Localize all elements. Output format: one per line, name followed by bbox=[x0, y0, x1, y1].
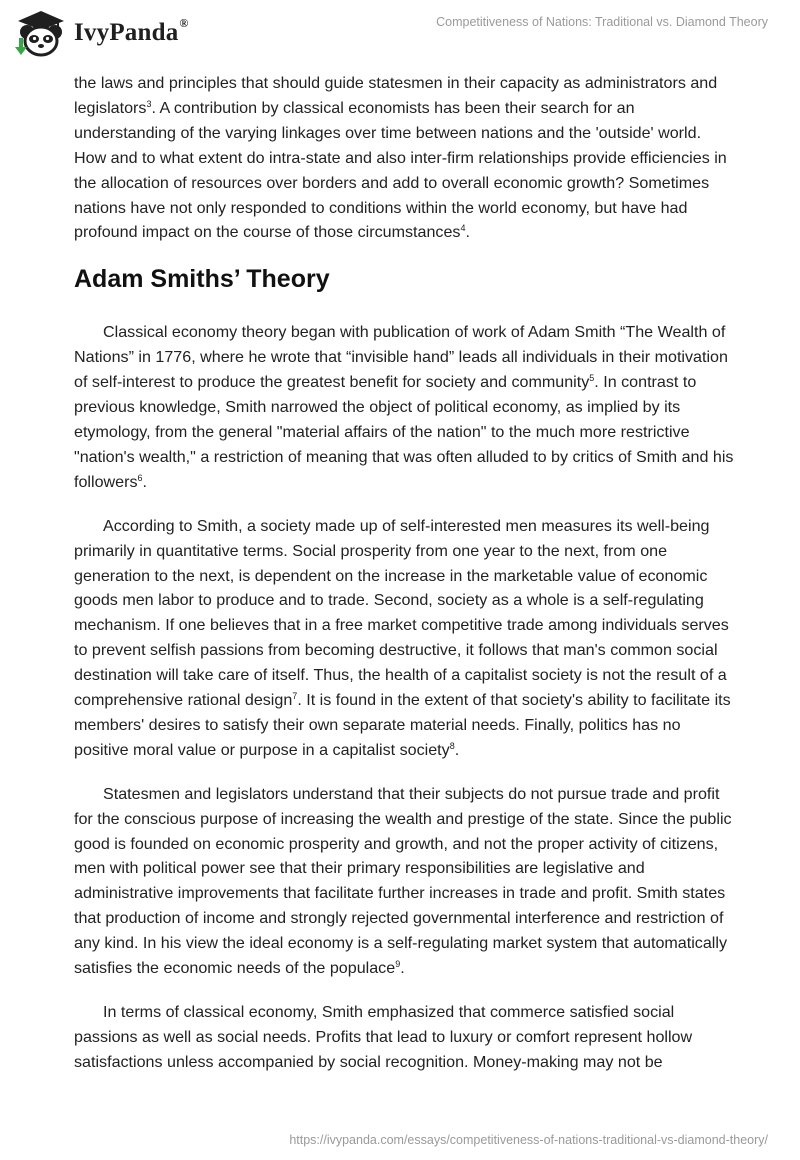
paragraph: In terms of classical economy, Smith emphasized that commerce satisfied social passions as well as social needs. Profits that lead to luxury or comfort represent hollow satisfactions unless accompanied by social recognition. Money-making may not be bbox=[74, 1003, 693, 1071]
paragraph-intro: the laws and principles that should guide statesmen in their capacity as administrators and legislators$^3$. A contribution by classical economists has been their search for an understanding of the varying linkages over time between nations and the 'outside' world. How and to what extent do intra-state and also inter-firm relationships provide efficiencies in the allocation of resources over borders and add to overall economic growth? Sometimes nations have not only responded to conditions within the world economy, but have had profound impact on the course of those circumstances$^4$. bbox=[74, 74, 727, 242]
section-heading: Adam Smiths’ Theory bbox=[74, 265, 330, 294]
footnote-ref[interactable]: 5 bbox=[589, 373, 595, 384]
paragraph: Classical economy theory began with publication of work of Adam Smith “The Wealth of Nations” in 1776, where he wrote that “invisible hand” leads all individuals in their motivation of self-interest to produce the greatest benefit for society and community$^5$. In contrast to previous knowledge, Smith narrowed the object of political economy, as implied by its etymology, from the general "material affairs of the nation" to the much more restrictive "nation's wealth," a restriction of meaning that was often alluded to by critics of Smith and his followers$^6$. bbox=[74, 323, 734, 491]
footnote-ref[interactable]: 6 bbox=[137, 472, 143, 483]
footnote-ref[interactable]: 4 bbox=[460, 223, 466, 234]
article-body bbox=[74, 71, 734, 1094]
page-header bbox=[0, 0, 800, 66]
paragraph: According to Smith, a society made up of self-interested men measures its well-being primarily in quantitative terms. Social prosperity from one year to the next, from one generation to the next, is dependent on the increase in the marketable value of economic goods men labor to produce and to trade. Second, society as a whole is a self-regulating mechanism. If one believes that in a free market competitive trade among individuals serves to prevent selfish passions from becoming destructive, it follows that man's common social destination will take care of itself. Thus, the health of a capitalist society is not the result of a comprehensive rational design$^7$. It is found in the extent of that society's ability to facilitate its members' desires to satisfy their own separate material needs. Finally, politics has no positive moral value or purpose in a capitalist society$^8$. bbox=[74, 516, 731, 759]
logo-wordmark: IvyPanda® bbox=[74, 15, 189, 46]
site-logo[interactable] bbox=[14, 8, 189, 58]
paragraph: Statesmen and legislators understand that their subjects do not pursue trade and profit for the conscious purpose of increasing the wealth and prestige of the state. Since the public good is founded on economic prosperity and growth, and not the proper activity of citizens, men with political power see that their primary responsibilities are legislative and administrative improvements that facilitate further increases in trade and profit. Smith states that production of income and strongly rejected governmental interference and restriction of any kind. In his view the ideal economy is a self-regulating market system that automatically satisfies the economic needs of the populace$^9$. bbox=[74, 784, 732, 978]
footer-url-link[interactable]: https://ivypanda.com/essays/competitiveness-of-nations-traditional-vs-diamond-theory/ bbox=[289, 1133, 768, 1147]
footnote-ref[interactable]: 3 bbox=[146, 98, 152, 109]
footnote-ref[interactable]: 7 bbox=[292, 691, 298, 702]
footnote-ref[interactable]: 8 bbox=[449, 740, 455, 751]
panda-graduate-icon bbox=[14, 8, 68, 58]
document-title: Competitiveness of Nations: Traditional vs. Diamond Theory bbox=[436, 15, 768, 29]
footnote-ref[interactable]: 9 bbox=[395, 959, 401, 970]
